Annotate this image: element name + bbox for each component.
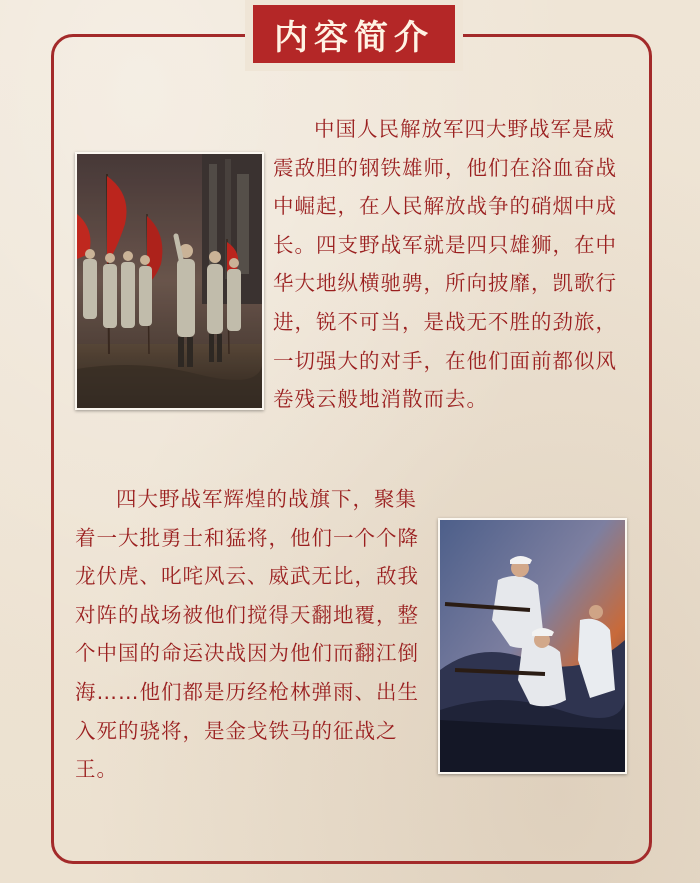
intro-paragraph-2: 四大野战军辉煌的战旗下，聚集着一大批勇士和猛将，他们一个个降龙伏虎、叱咤风云、威武无比，敌我对阵的战场被他们搅得天翻地覆，整个中国的命运决战因为他们而翻江倒海……他们都是历经枪林弹雨、出生入死的骁将，是金戈铁马的征战之王。 <box>75 487 419 782</box>
title-banner <box>253 5 455 63</box>
intro-paragraph-1: 中国人民解放军四大野战军是威震敌胆的钢铁雄师，他们在浴血奋战中崛起，在人民解放战争的硝烟中成长。四支野战军就是四只雄狮，在中华大地纵横驰骋，所向披靡，凯歌行进，锐不可当，是战无不胜的劲旅，一切强大的对手，在他们面前都似风卷残云般地消散而去。 <box>273 117 617 412</box>
page-title: 内容简介 <box>274 17 434 58</box>
soldiers-with-red-flags-painting <box>75 152 264 410</box>
soldiers-firing-rifles-painting <box>438 518 627 774</box>
